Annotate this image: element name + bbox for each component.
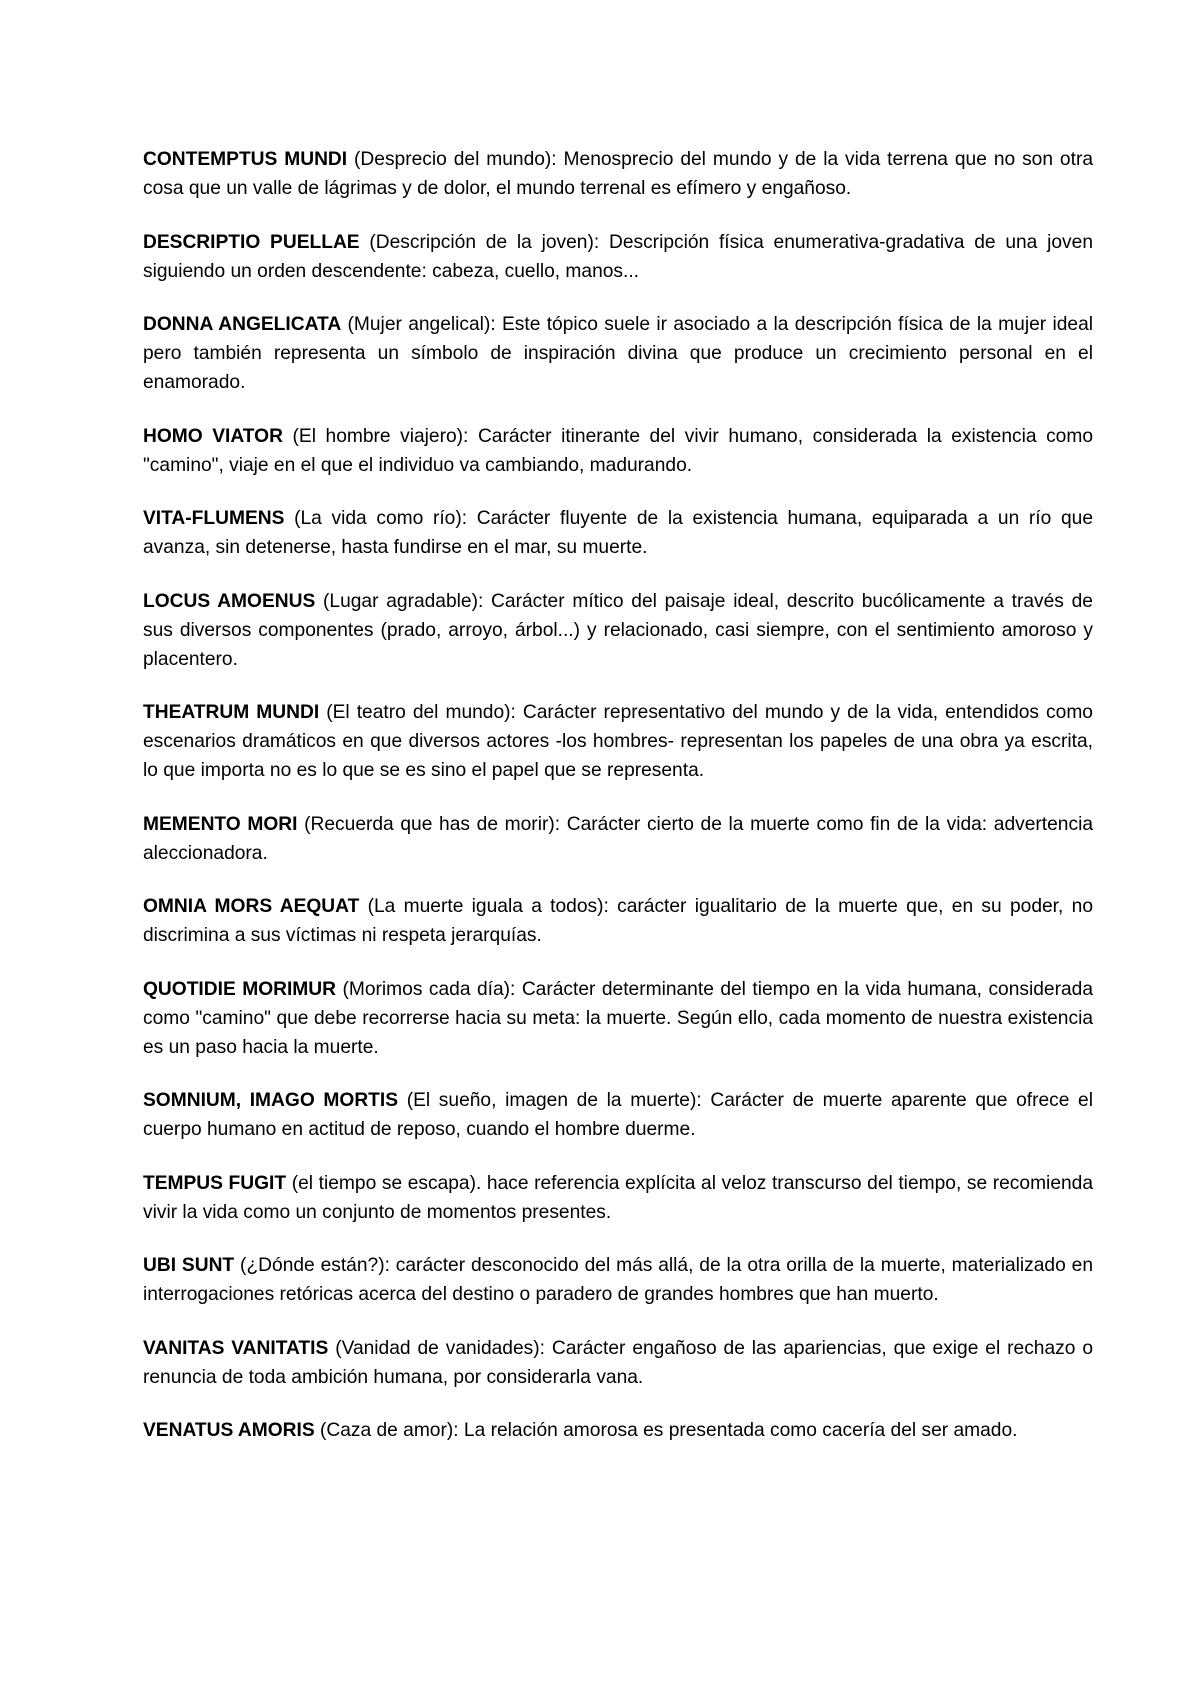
entry-memento-mori xyxy=(143,810,1093,868)
entry-term: HOMO VIATOR xyxy=(143,425,283,447)
entry-term: UBI SUNT xyxy=(143,1255,235,1276)
entry-term: VANITAS VANITATIS xyxy=(143,1337,329,1359)
entry-definition: (El teatro del mundo): Carácter representativo del mundo y de la vida, entendidos como escenarios dramáticos en que diversos actores -los hombres- representan los papeles de una obra ya escrita, lo que importa no es lo que se es sino el papel que se representa. xyxy=(143,702,1093,781)
entry-homo-viator xyxy=(143,422,1093,480)
entry-definition: (El sueño, imagen de la muerte): Carácter de muerte aparente que ofrece el cuerpo humano en actitud de reposo, cuando el hombre duerme. xyxy=(143,1090,1093,1140)
entry-vanitas-vanitatis xyxy=(143,1334,1093,1392)
entry-definition: (Vanidad de vanidades): Carácter engañoso de las apariencias, que exige el rechazo o renuncia de toda ambición humana, por considerarla vana. xyxy=(143,1337,1093,1388)
entry-definition: (Descripción de la joven): Descripción física enumerativa-gradativa de una joven siguiendo un orden descendente: cabeza, cuello, manos... xyxy=(143,231,1093,282)
entry-term: VITA-FLUMENS xyxy=(143,508,285,529)
entry-definition: (Mujer angelical): Este tópico suele ir asociado a la descripción física de la mujer ideal pero también representa un símbolo de inspiración divina que produce un crecimiento personal en el enamorado. xyxy=(143,314,1094,393)
entry-contemptus-mundi xyxy=(143,145,1093,203)
entry-tempus-fugit xyxy=(143,1169,1093,1227)
entry-definition: (Desprecio del mundo): Menosprecio del mundo y de la vida terrena que no son otra cosa que un valle de lágrimas y de dolor, el mundo terrenal es efímero y engañoso. xyxy=(143,149,1093,199)
entry-definition: (Morimos cada día): Carácter determinante del tiempo en la vida humana, considerada como "camino" que debe recorrerse hacia su meta: la muerte. Según ello, cada momento de nuestra existencia es un paso hacia la muerte. xyxy=(143,978,1093,1058)
entry-ubi-sunt xyxy=(143,1251,1093,1309)
entry-definition: (Recuerda que has de morir): Carácter cierto de la muerte como fin de la vida: advertencia aleccionadora. xyxy=(143,813,1093,864)
entry-definition: (el tiempo se escapa). hace referencia explícita al veloz transcurso del tiempo, se recomienda vivir la vida como un conjunto de momentos presentes. xyxy=(143,1172,1094,1223)
entry-definition: (El hombre viajero): Carácter itinerante del vivir humano, considerada la existencia como "camino", viaje en el que el individuo va cambiando, madurando. xyxy=(143,425,1093,476)
entry-definition: (¿Dónde están?): carácter desconocido del más allá, de la otra orilla de la muerte, materializado en interrogaciones retóricas acerca del destino o paradero de grandes hombres que han muerto. xyxy=(143,1255,1094,1305)
entry-term: QUOTIDIE MORIMUR xyxy=(143,978,337,1000)
entry-definition: (La muerte iguala a todos): carácter igualitario de la muerte que, en su poder, no discrimina a sus víctimas ni respeta jerarquías. xyxy=(143,896,1093,946)
entry-term: SOMNIUM, IMAGO MORTIS xyxy=(143,1090,399,1111)
entry-definition: (Caza de amor): La relación amorosa es presentada como cacería del ser amado. xyxy=(314,1420,1018,1441)
entry-definition: (Lugar agradable): Carácter mítico del paisaje ideal, descrito bucólicamente a través de sus diversos componentes (prado, arroyo, árbol...) y relacionado, casi siempre, con el sentimiento amoroso y placentero. xyxy=(143,590,1093,670)
entry-theatrum-mundi xyxy=(143,698,1093,785)
entry-omnia-mors-aequat xyxy=(143,892,1093,950)
entry-term: LOCUS AMOENUS xyxy=(143,590,316,612)
entry-venatus-amoris xyxy=(143,1416,1093,1445)
entry-locus-amoenus xyxy=(143,587,1093,674)
entry-term: DESCRIPTIO PUELLAE xyxy=(143,231,360,253)
entry-vita-flumens xyxy=(143,504,1093,562)
entry-quotidie-morimur xyxy=(143,975,1093,1062)
entry-donna-angelicata xyxy=(143,310,1093,397)
entry-term: VENATUS AMORIS xyxy=(143,1420,315,1441)
entry-term: MEMENTO MORI xyxy=(143,813,298,835)
entry-term: CONTEMPTUS MUNDI xyxy=(143,149,348,170)
entry-term: TEMPUS FUGIT xyxy=(143,1172,287,1194)
entry-descriptio-puellae xyxy=(143,228,1093,286)
document-body xyxy=(143,145,1093,1470)
entry-term: OMNIA MORS AEQUAT xyxy=(143,896,360,917)
entry-term: DONNA ANGELICATA xyxy=(143,314,342,335)
entry-somnium-imago-mortis xyxy=(143,1086,1093,1144)
entry-term: THEATRUM MUNDI xyxy=(143,702,320,723)
entry-definition: (La vida como río): Carácter fluyente de la existencia humana, equiparada a un río que avanza, sin detenerse, hasta fundirse en el mar, su muerte. xyxy=(143,508,1093,558)
